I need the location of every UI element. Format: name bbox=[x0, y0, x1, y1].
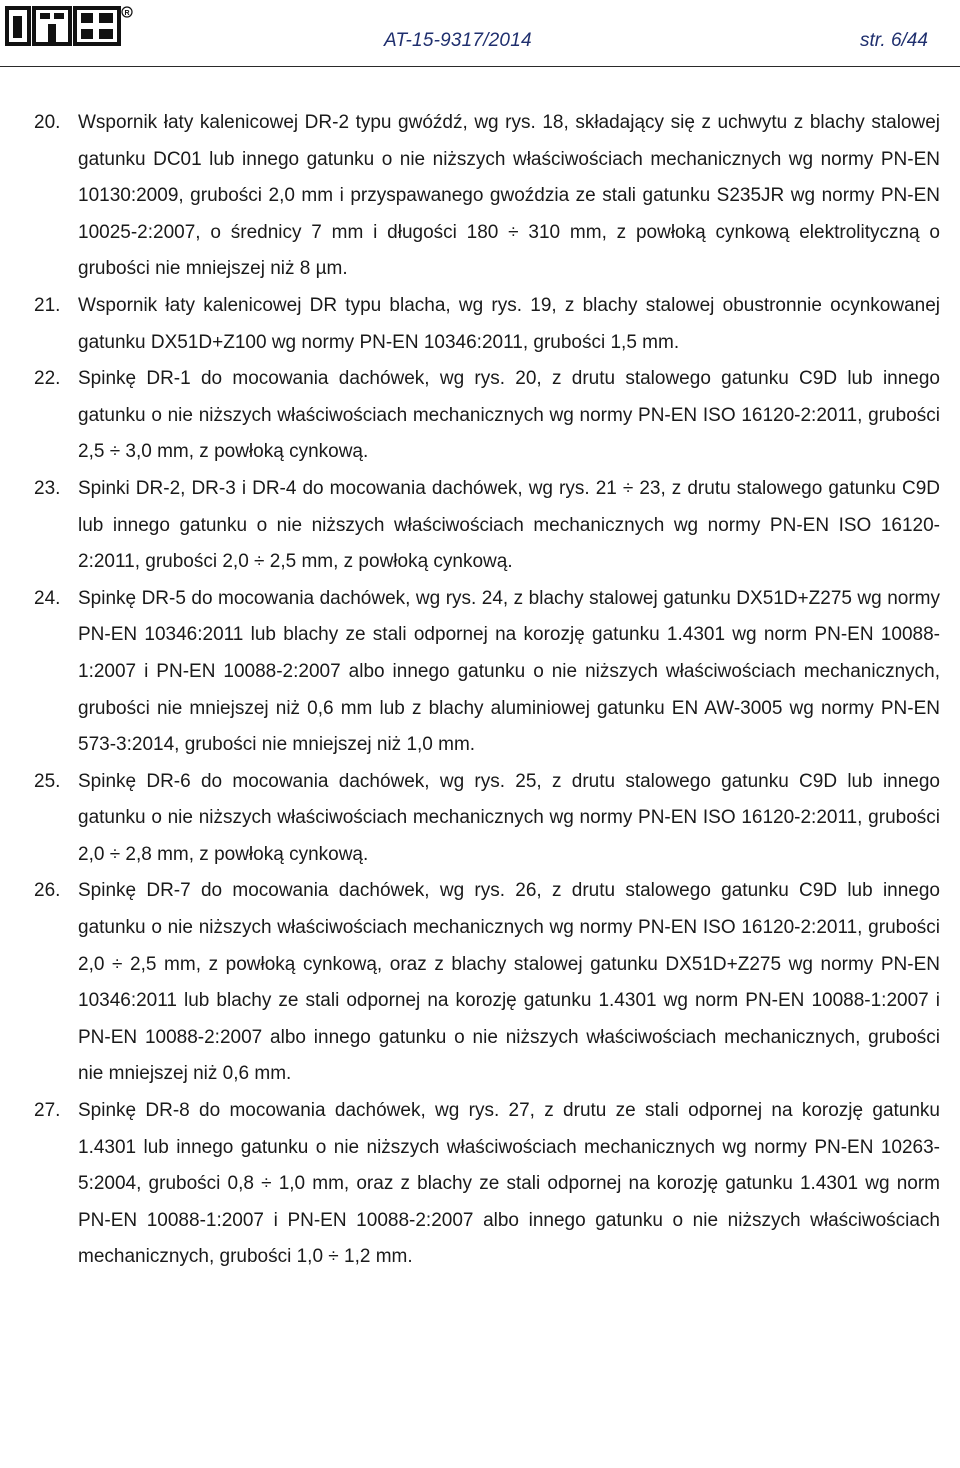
document-number: AT-15-9317/2014 bbox=[384, 30, 532, 51]
list-item bbox=[0, 361, 960, 471]
item-number: 25. bbox=[34, 770, 61, 792]
item-text: Spinkę DR-6 do mocowania dachówek, wg rys. 25, z drutu stalowego gatunku C9D lub innego gatunku o nie niższych właściwościach mechanicznych wg normy PN-EN ISO 16120-2:2011, grubości 2,0 ÷ 2,8 mm, z powłoką cynkową. bbox=[78, 770, 940, 865]
svg-text:R: R bbox=[124, 10, 130, 17]
item-number: 20. bbox=[34, 112, 61, 133]
item-text: Spinkę DR-7 do mocowania dachówek, wg rys. 26, z drutu stalowego gatunku C9D lub innego gatunku o nie niższych właściwościach mechanicznych wg normy PN-EN ISO 16120-2:2011, grubości 2,0 ÷ 2,5 mm, z powłoką cynkową, oraz z blachy stalowej gatunku DX51D+Z275 wg normy PN-EN 10346:2011 lub blachy ze stali odpornej na korozję gatunku 1.4301 wg norm PN-EN 10088-1:2007 i PN-EN 10088-2:2007 albo innego gatunku o nie niższych właściwościach mechanicznych, grubości nie mniejszej niż 0,6 mm. bbox=[78, 880, 940, 1085]
header-divider bbox=[0, 66, 960, 67]
item-number: 27. bbox=[34, 1100, 61, 1122]
list-item bbox=[0, 764, 960, 874]
list-item bbox=[0, 581, 960, 764]
item-text: Wspornik łaty kalenicowej DR typu blacha, wg rys. 19, z blachy stalowej obustronnie ocynkowanej gatunku DX51D+Z100 wg normy PN-EN 10346:2011, grubości 1,5 mm. bbox=[78, 294, 940, 353]
item-text: Spinkę DR-8 do mocowania dachówek, wg rys. 27, z drutu ze stali odpornej na korozję gatunku 1.4301 lub innego gatunku o nie niższych właściwościach mechanicznych wg normy PN-EN 10263-5:2004, grubości 0,8 ÷ 1,0 mm, oraz z blachy ze stali odpornej na korozję gatunku 1.4301 wg norm PN-EN 10088-1:2007 i PN-EN 10088-2:2007 albo innego gatunku o nie niższych właściwościach mechanicznych, grubości 1,0 ÷ 1,2 mm. bbox=[78, 1100, 940, 1268]
itb-logo-icon bbox=[4, 4, 134, 48]
item-text: Spinkę DR-5 do mocowania dachówek, wg rys. 24, z blachy stalowej gatunku DX51D+Z275 wg normy PN-EN 10346:2011 lub blachy ze stali odpornej na korozję gatunku 1.4301 wg norm PN-EN 10088-1:2007 i PN-EN 10088-2:2007 albo innego gatunku o nie niższych właściwościach mechanicznych, grubości nie mniejszej niż 0,6 mm lub z blachy aluminiowej gatunku EN AW-3005 wg normy PN-EN 573-3:2014, grubości nie mniejszej niż 1,0 mm. bbox=[78, 587, 940, 756]
item-number: 22. bbox=[34, 368, 61, 390]
list-item bbox=[0, 471, 960, 581]
item-text: Spinkę DR-1 do mocowania dachówek, wg rys. 20, z drutu stalowego gatunku C9D lub innego gatunku o nie niższych właściwościach mechanicznych wg normy PN-EN ISO 16120-2:2011, grubości 2,5 ÷ 3,0 mm, z powłoką cynkową. bbox=[78, 368, 940, 463]
item-text: Wspornik łaty kalenicowej DR-2 typu gwóźdź, wg rys. 18, składający się z uchwytu z blachy stalowej gatunku DC01 lub innego gatunku o nie niższych właściwościach mechanicznych wg normy PN-EN 10130:2009, grubości 2,0 mm i przyspawanego gwoździa ze stali gatunku S235JR wg normy PN-EN 10025-2:2007, o średnicy 7 mm i długości 180 ÷ 310 mm, z powłoką cynkową elektrolityczną o grubości nie mniejszej niż 8 µm. bbox=[78, 112, 940, 280]
item-number: 23. bbox=[34, 477, 61, 499]
list-item bbox=[0, 288, 960, 361]
document-body bbox=[0, 105, 960, 1276]
item-number: 26. bbox=[34, 880, 61, 902]
page-number: str. 6/44 bbox=[860, 30, 928, 51]
list-item bbox=[0, 873, 960, 1093]
item-number: 24. bbox=[34, 587, 61, 609]
item-number: 21. bbox=[34, 294, 61, 316]
list-item bbox=[0, 105, 960, 288]
item-text: Spinki DR-2, DR-3 i DR-4 do mocowania dachówek, wg rys. 21 ÷ 23, z drutu stalowego gatunku C9D lub innego gatunku o nie niższych właściwościach mechanicznych wg normy PN-EN ISO 16120-2:2011, grubości 2,0 ÷ 2,5 mm, z powłoką cynkową. bbox=[78, 477, 940, 573]
list-item bbox=[0, 1093, 960, 1276]
